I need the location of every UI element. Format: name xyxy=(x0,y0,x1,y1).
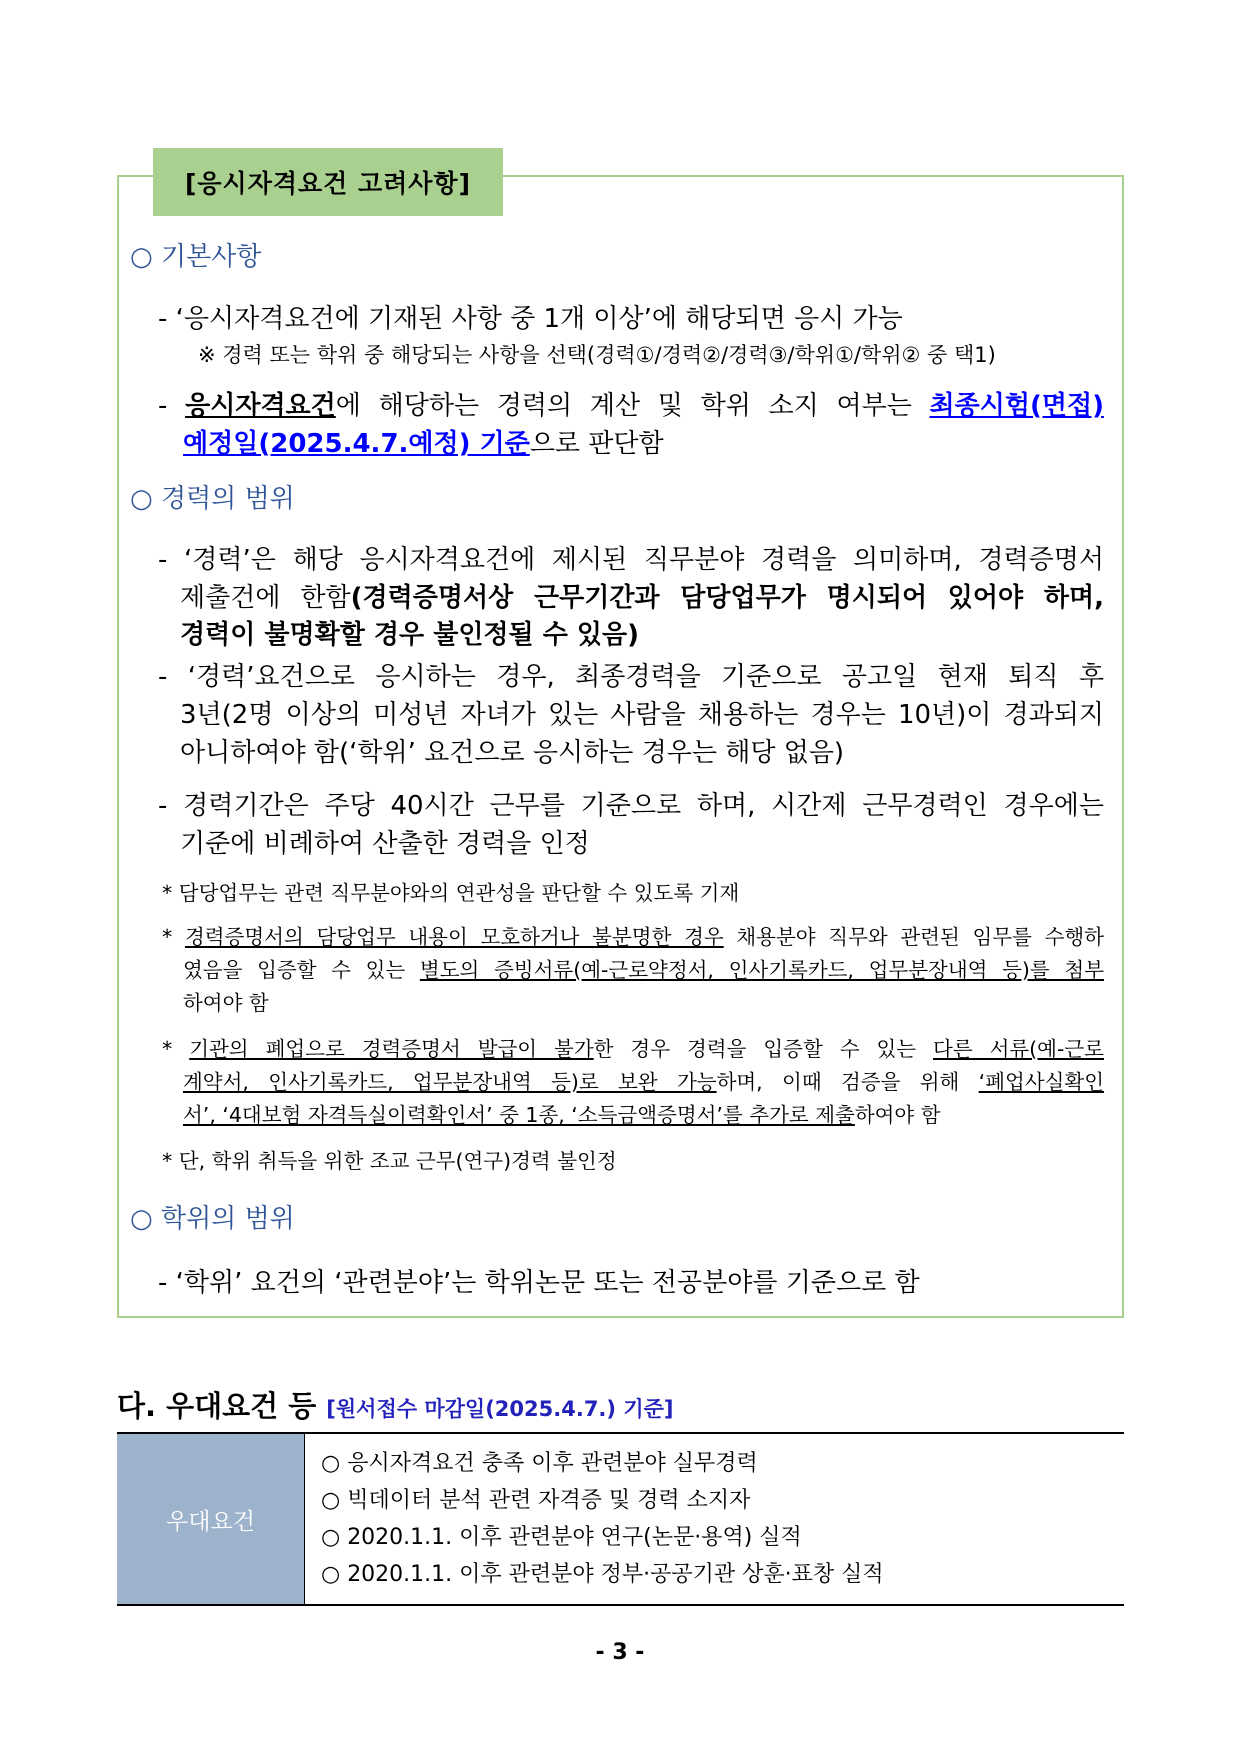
career-p3-l1: - 경력기간은 주당 40시간 근무를 기준으로 하며, 시간제 근무경력인 경우에는 xyxy=(158,791,1104,821)
career-heading: ○ 경력의 범위 xyxy=(130,484,295,514)
career-p1-l2: 제출건에 한함(경력증명서상 근무기간과 담당업무가 명시되어 있어야 하며, xyxy=(180,583,1104,613)
career-p2-l2: 3년(2명 이상의 미성년 자녀가 있는 사람을 채용하는 경우는 10년)이 경과되지 xyxy=(180,700,1104,730)
career-note3-l3: 서’, ‘4대보험 자격득실이력확인서’ 중 1종, ‘소득금액증명서’를 추가로 제출하여야 함 xyxy=(183,1103,941,1127)
preference-title: 다. 우대요건 등 xyxy=(117,1389,317,1423)
preference-item: ○ 응시자격요건 충족 이후 관련분야 실무경력 xyxy=(321,1451,758,1476)
career-p1-l3: 경력이 불명확할 경우 불인정될 수 있음) xyxy=(180,620,639,650)
career-note2-l3: 하여야 함 xyxy=(183,991,269,1015)
preference-heading xyxy=(117,1384,674,1425)
basic-line2: - 응시자격요건에 해당하는 경력의 계산 및 학위 소지 여부는 최종시험(면접) xyxy=(158,391,1104,421)
career-note2-l2: 였음을 입증할 수 있는 별도의 증빙서류(예-근로약정서, 인사기록카드, 업무분장내역 등)를 첨부 xyxy=(183,958,1104,982)
preference-subtitle: [원서접수 마감일(2025.4.7.) 기준] xyxy=(326,1397,674,1421)
preference-item: ○ 빅데이터 분석 관련 자격증 및 경력 소지자 xyxy=(321,1488,751,1513)
preference-table xyxy=(117,1432,1124,1606)
career-p2-l1: - ‘경력’요건으로 응시하는 경우, 최종경력을 기준으로 공고일 현재 퇴직 후 xyxy=(158,662,1104,692)
career-note2-l1: * 경력증명서의 담당업무 내용이 모호하거나 불분명한 경우 채용분야 직무와 관련된 임무를 수행하 xyxy=(162,925,1104,949)
career-note3-l1: * 기관의 폐업으로 경력증명서 발급이 불가한 경우 경력을 입증할 수 있는 다른 서류(예-근로 xyxy=(162,1037,1104,1061)
basic-line2-cont: 예정일(2025.4.7.예정) 기준으로 판단함 xyxy=(183,429,664,459)
degree-heading: ○ 학위의 범위 xyxy=(130,1204,295,1234)
preference-items xyxy=(305,1433,1125,1605)
preference-label: 우대요건 xyxy=(117,1433,305,1605)
career-note1: * 담당업무는 관련 직무분야와의 연관성을 판단할 수 있도록 기재 xyxy=(162,881,740,905)
basic-note1: ※ 경력 또는 학위 중 해당되는 사항을 선택(경력①/경력②/경력③/학위①/학위② 중 택1) xyxy=(198,343,996,367)
basic-line1: - ‘응시자격요건에 기재된 사항 중 1개 이상’에 해당되면 응시 가능 xyxy=(158,304,903,334)
degree-line1: - ‘학위’ 요건의 ‘관련분야’는 학위논문 또는 전공분야를 기준으로 함 xyxy=(158,1268,920,1298)
preference-item: ○ 2020.1.1. 이후 관련분야 연구(논문·용역) 실적 xyxy=(321,1525,802,1550)
career-note3-l2: 계약서, 인사기록카드, 업무분장내역 등)로 보완 가능하며, 이때 검증을 위해 ‘폐업사실확인 xyxy=(183,1070,1105,1094)
preference-item: ○ 2020.1.1. 이후 관련분야 정부·공공기관 상훈·표창 실적 xyxy=(321,1562,884,1587)
basic-heading: ○ 기본사항 xyxy=(130,242,262,272)
page-number: - 3 - xyxy=(595,1640,645,1665)
career-p2-l3: 아니하여야 함(‘학위’ 요건으로 응시하는 경우는 해당 없음) xyxy=(180,738,845,768)
career-note4: * 단, 학위 취득을 위한 조교 근무(연구)경력 불인정 xyxy=(162,1149,617,1173)
career-p3-l2: 기준에 비례하여 산출한 경력을 인정 xyxy=(180,829,590,859)
career-p1-l1: - ‘경력’은 해당 응시자격요건에 제시된 직무분야 경력을 의미하며, 경력증명서 xyxy=(158,545,1104,575)
box-title: [응시자격요건 고려사항] xyxy=(153,148,503,216)
